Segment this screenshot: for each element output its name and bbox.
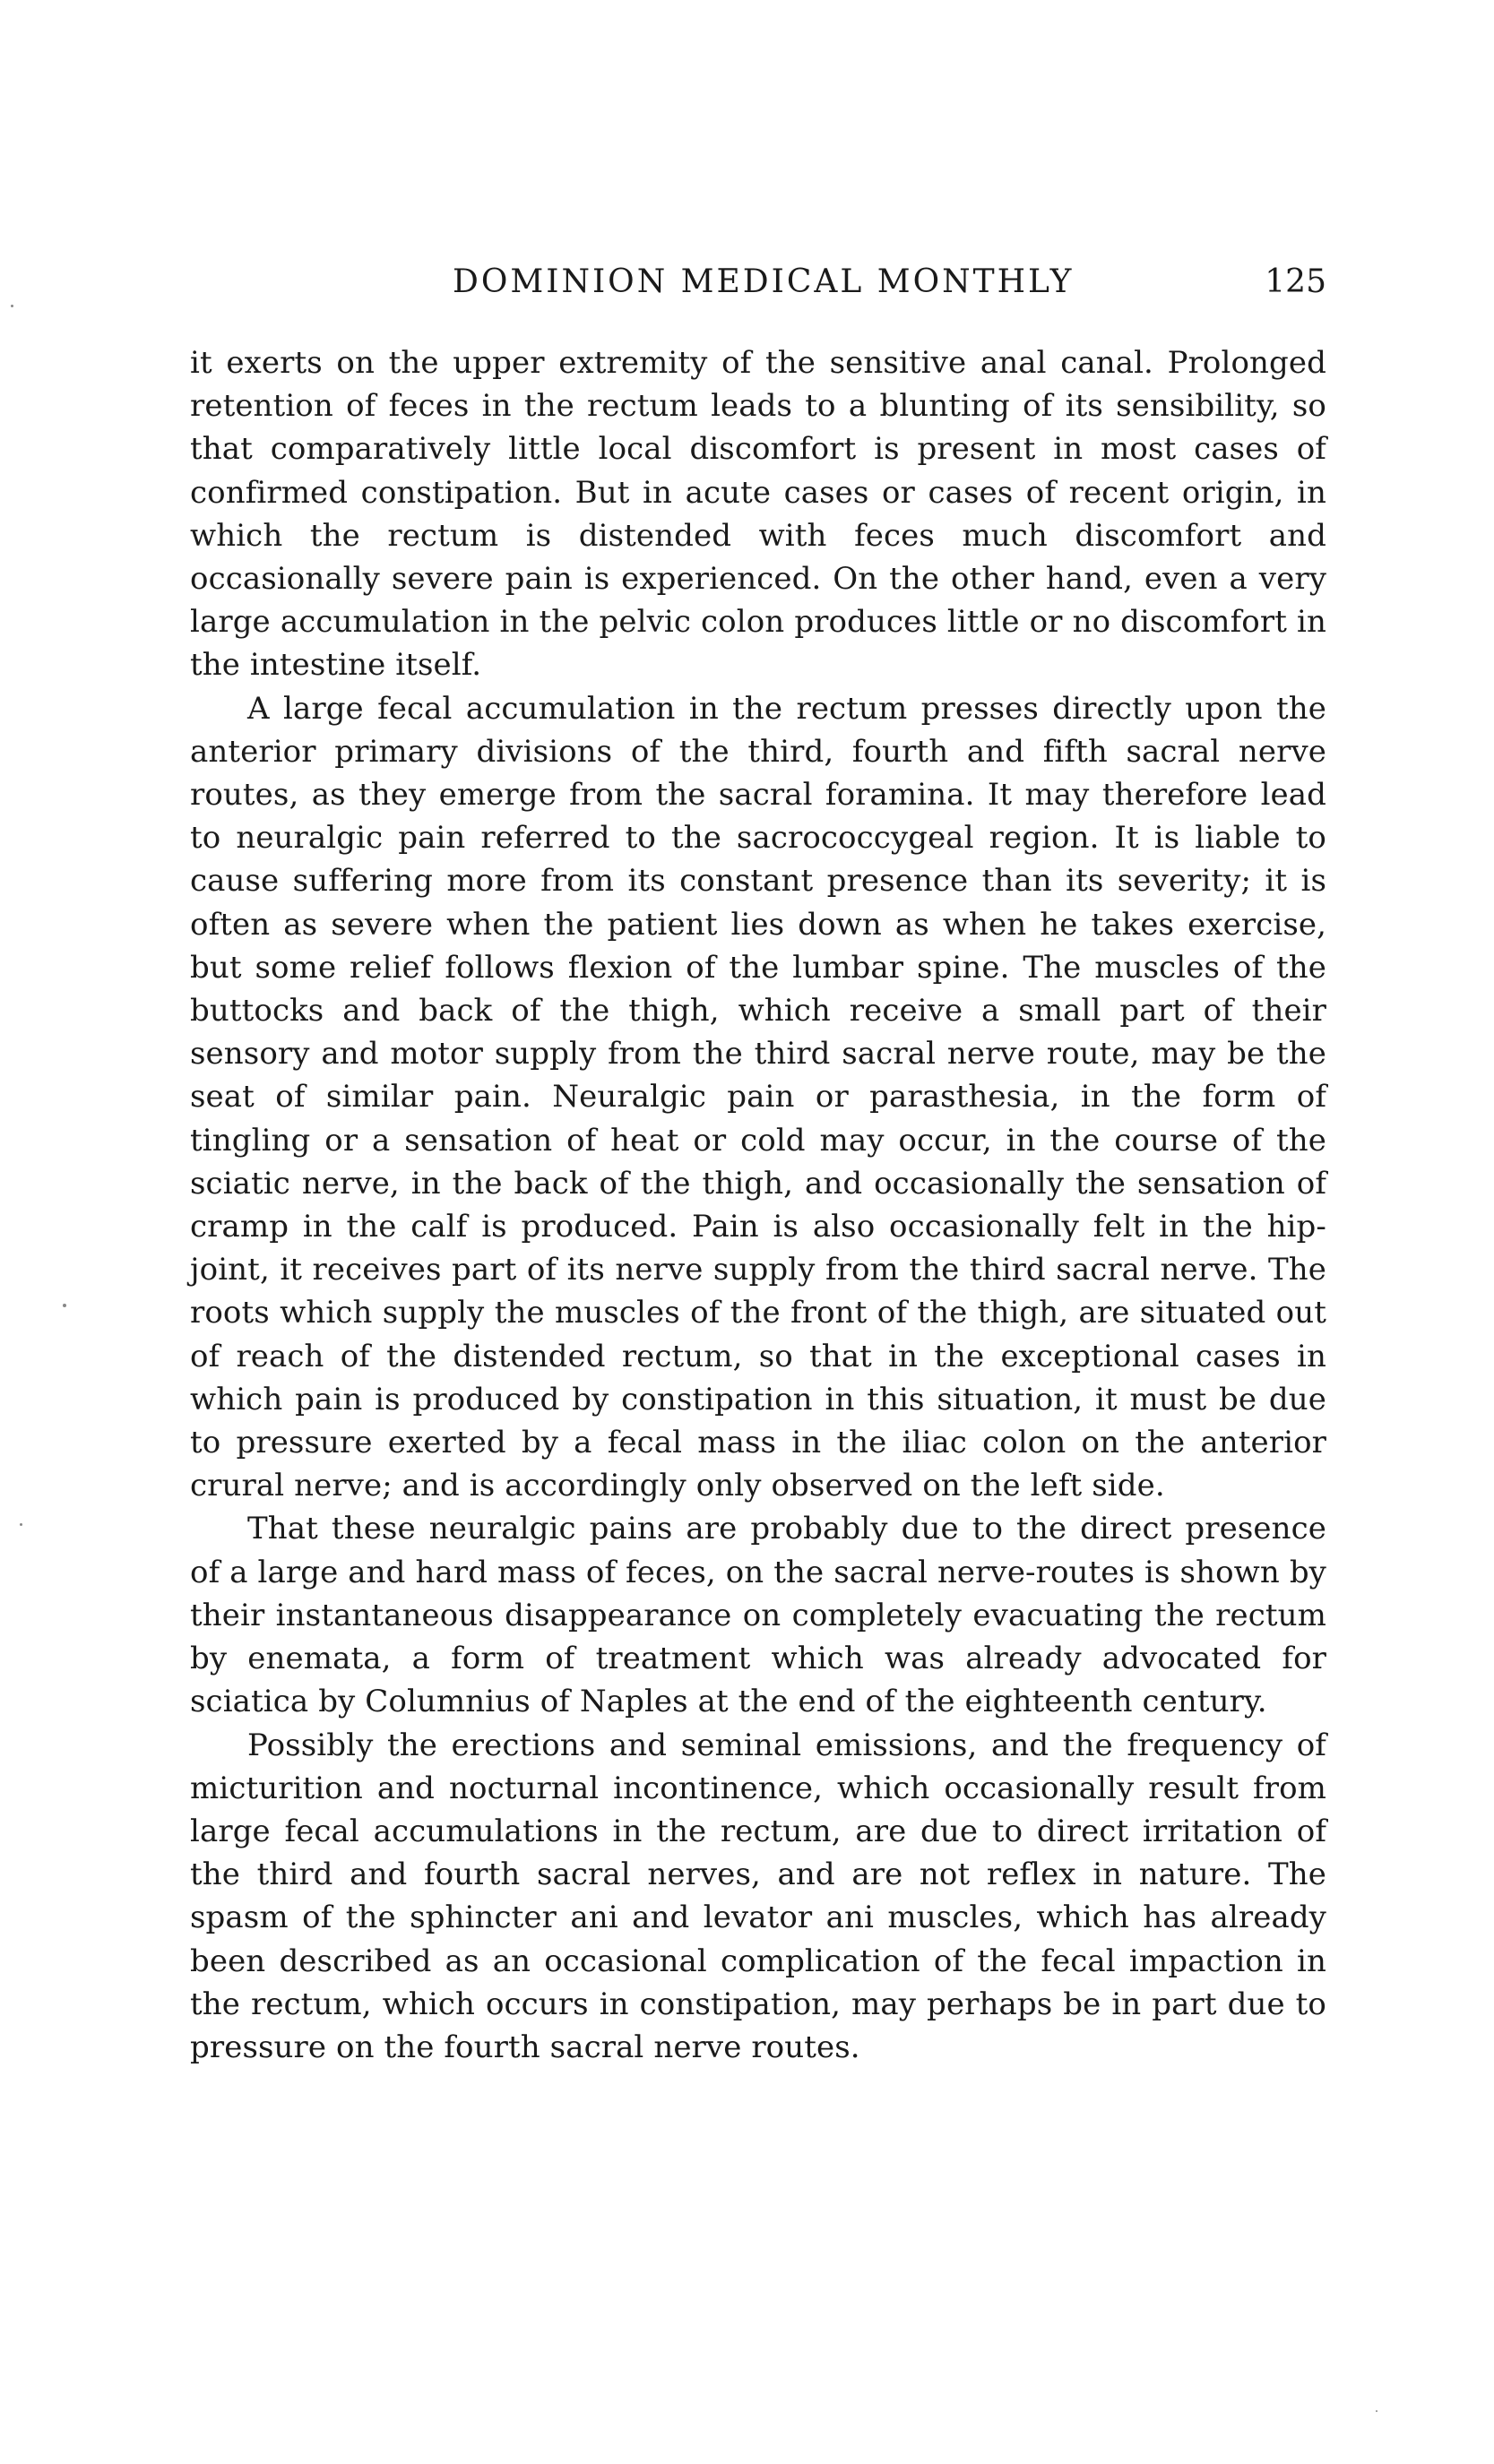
scan-speck	[20, 1523, 22, 1526]
page-number: 125	[1265, 263, 1326, 300]
scan-speck	[1376, 2410, 1377, 2412]
scan-speck	[11, 305, 13, 307]
running-title: DOMINION MEDICAL MONTHLY	[453, 263, 1075, 300]
scan-speck	[63, 1304, 66, 1307]
paragraph-sacral-nerve-pain: A large fecal accumulation in the rectum presses directly upon the anterior primary divisions of the third, fourth and fifth sacral nerve routes, as they emerge from the sacral foramina. It may therefore lead to neuralgic pain referred to the sacrococcygeal region. It is liable to cause suffering more from its constant presence than its severity; it is often as severe when the patient lies down as when he takes exercise, but some relief follows flexion of the lumbar spine. The muscles of the buttocks and back of the thigh, which receive a small part of their sensory and motor supply from the third sacral nerve route, may be the seat of similar pain. Neuralgic pain or parasthesia, in the form of tingling or a sensation of heat or cold may occur, in the course of the sciatic nerve, in the back of the thigh, and occasionally the sensation of cramp in the calf is produced. Pain is also occasionally felt in the hip-joint, it receives part of its nerve supply from the third sacral nerve. The roots which supply the muscles of the front of the thigh, are situated out of reach of the distended rectum, so that in the exceptional cases in which pain is produced by constipation in this situation, it must be due to pressure exerted by a fecal mass in the iliac colon on the anterior crural nerve; and is accordingly only observed on the left side.	[190, 690, 1326, 1504]
body-text	[190, 341, 1326, 2069]
paragraph-erections-micturition: Possibly the erections and seminal emissions, and the frequency of micturition and nocturnal incontinence, which occasionally result from large fecal accumulations in the rectum, are due to direct irritation of the third and fourth sacral nerves, and are not reflex in nature. The spasm of the sphincter ani and levator ani muscles, which has already been described as an occasional complication of the fecal impaction in the rectum, which occurs in constipation, may perhaps be in part due to pressure on the fourth sacral nerve routes.	[190, 1727, 1326, 2065]
paragraph-neuralgic-pains: That these neuralgic pains are probably due to the direct presence of a large and hard mass of feces, on the sacral nerve-routes is shown by their instantaneous disappearance on completely evacuating the rectum by enemata, a form of treatment which was already advocated for sciatica by Columnius of Naples at the end of the eighteenth century.	[190, 1511, 1326, 1720]
running-header	[190, 263, 1326, 306]
paragraph-continued: it exerts on the upper extremity of the sensitive anal canal. Prolonged retention of feces in the rectum leads to a blunting of its sensibility, so that comparatively little local discomfort is present in most cases of confirmed constipation. But in acute cases or cases of recent origin, in which the rectum is distended with feces much discomfort and occasionally severe pain is experienced. On the other hand, even a very large accumulation in the pelvic colon produces little or no discomfort in the intestine itself.	[190, 345, 1326, 684]
